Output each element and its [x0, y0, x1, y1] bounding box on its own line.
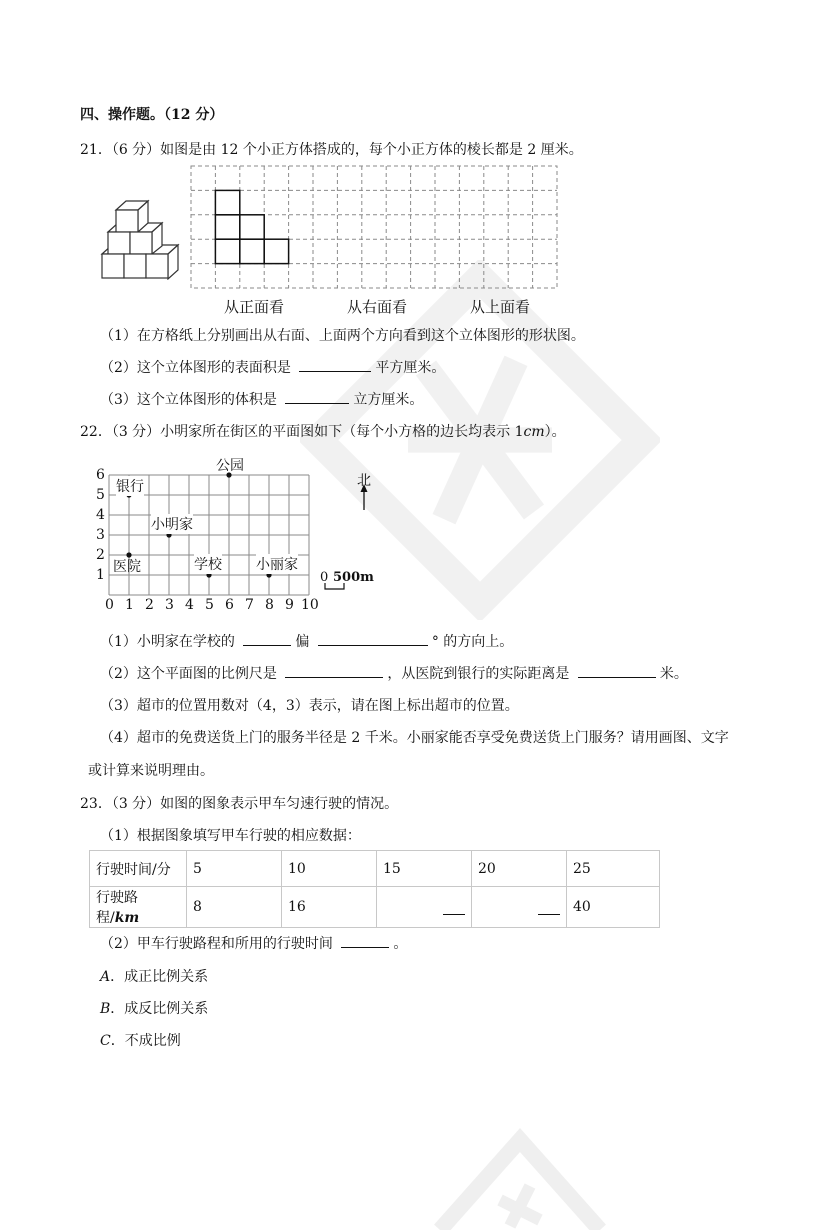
q22-distance-blank[interactable]: [578, 663, 656, 678]
q21-sub1: （1）在方格纸上分别画出从右面、上面两个方向看到这个立体图形的形状图。: [100, 328, 585, 344]
y-tick-3: 3: [96, 527, 105, 543]
q23-sub2-prefix: （2）甲车行驶路程和所用的行驶时间: [100, 936, 333, 952]
y-tick-2: 2: [96, 547, 105, 563]
cube-stack-figure: [98, 190, 188, 280]
x-tick-4: 4: [185, 597, 194, 613]
x-tick-7: 7: [245, 597, 254, 613]
option-b-letter: B: [100, 1001, 111, 1017]
y-tick-6: 6: [96, 467, 105, 483]
section-title: 四、操作题。（12 分）: [80, 107, 224, 123]
x-tick-0: 0: [105, 597, 114, 613]
q22-angle-blank[interactable]: [318, 631, 428, 646]
table-cell: 15: [377, 851, 472, 887]
q22-sub2-mid: ，从医院到银行的实际距离是: [387, 666, 570, 682]
q22-sub4-line1: （4）超市的免费送货上门的服务半径是 2 千米。小丽家能否享受免费送货上门服务？请用画图、文字: [100, 730, 729, 746]
q23-stem: 23．（3 分）如图的图象表示甲车匀速行驶的情况。: [80, 796, 399, 812]
q23-sub1: （1）根据图象填写甲车行驶的相应数据：: [100, 828, 361, 844]
q22-direction-blank[interactable]: [243, 631, 291, 646]
watermark-logo-bottom: [420, 1110, 620, 1230]
label-school: 学校: [194, 554, 222, 574]
table-cell: 16: [282, 887, 377, 928]
q22-stem: [80, 421, 566, 441]
y-tick-1: 1: [96, 567, 105, 583]
q21-sub3: [100, 389, 423, 409]
front-view-shape: [215, 190, 288, 263]
table-row-distance: [90, 887, 660, 928]
q23-sub2-suffix: 。: [393, 936, 408, 952]
q22-stem-prefix: 22．（3 分）小明家所在街区的平面图如下（每个小方格的边长均表示 1: [80, 424, 524, 440]
table-cell: 8: [187, 887, 282, 928]
option-b-text: 成反比例关系: [124, 1001, 209, 1017]
label-bank: 银行: [116, 476, 144, 496]
q21-surface-area-blank[interactable]: [299, 357, 371, 372]
table-cell-blank-20min[interactable]: [472, 887, 567, 928]
q22-sub1-mid: 偏: [295, 634, 310, 650]
label-hospital: 医院: [113, 559, 141, 575]
option-b[interactable]: B．成反比例关系: [100, 1001, 209, 1017]
table-cell: 10: [282, 851, 377, 887]
scale-label: 500m: [333, 570, 374, 585]
option-a-letter: A: [100, 969, 111, 985]
q23-data-table: [89, 850, 660, 928]
x-tick-8: 8: [265, 597, 274, 613]
q22-sub1-prefix: （1）小明家在学校的: [100, 634, 235, 650]
north-label: 北: [357, 473, 371, 489]
x-tick-5: 5: [205, 597, 214, 613]
row-header-distance: 行驶路程/km: [90, 887, 187, 928]
option-a-text: 成正比例关系: [124, 969, 209, 985]
q22-scale-blank[interactable]: [285, 663, 383, 678]
q21-sub3-prefix: （3）这个立体图形的体积是: [100, 392, 277, 408]
option-c-text: 不成比例: [124, 1033, 181, 1049]
label-top-view: 从上面看: [470, 298, 531, 316]
q22-sub3: （3）超市的位置用数对（4，3）表示，请在图上标出超市的位置。: [100, 698, 519, 714]
x-tick-6: 6: [225, 597, 234, 613]
x-tick-2: 2: [145, 597, 154, 613]
y-tick-4: 4: [96, 507, 105, 523]
x-tick-3: 3: [165, 597, 174, 613]
table-row-time: [90, 851, 660, 887]
x-tick-10: 10: [301, 597, 319, 613]
q21-sub2: [100, 357, 445, 377]
q22-sub2-prefix: （2）这个平面图的比例尺是: [100, 666, 277, 682]
table-cell-blank-15min[interactable]: [377, 887, 472, 928]
q22-stem-unit: cm: [523, 424, 545, 440]
q21-sub2-prefix: （2）这个立体图形的表面积是: [100, 360, 291, 376]
option-c-letter: C: [100, 1033, 111, 1049]
scale-zero: 0: [320, 570, 329, 585]
x-tick-1: 1: [125, 597, 134, 613]
table-cell: 25: [567, 851, 660, 887]
q22-sub2: [100, 663, 688, 683]
q22-sub1: [100, 631, 513, 651]
row-header-time: 行驶时间/分: [90, 851, 187, 887]
table-cell: 40: [567, 887, 660, 928]
q23-sub2: [100, 933, 407, 953]
label-park: 公园: [216, 458, 244, 474]
q21-sub2-suffix: 平方厘米。: [375, 360, 446, 376]
table-cell: 5: [187, 851, 282, 887]
q21-stem: 21．（6 分）如图是由 12 个小正方体搭成的，每个小正方体的棱长都是 2 厘米。: [80, 142, 583, 158]
label-xiaoming-home: 小明家: [151, 514, 193, 534]
label-front-view: 从正面看: [224, 298, 285, 316]
option-c[interactable]: C．不成比例: [100, 1033, 181, 1049]
q22-sub1-suffix: ° 的方向上。: [431, 634, 514, 650]
q22-sub4-line2: 或计算来说明理由。: [88, 763, 214, 779]
option-a[interactable]: A．成正比例关系: [100, 969, 209, 985]
q21-sub3-suffix: 立方厘米。: [353, 392, 424, 408]
table-cell: 20: [472, 851, 567, 887]
q22-sub2-suffix: 米。: [659, 666, 688, 682]
grid-paper: [190, 165, 560, 291]
q21-volume-blank[interactable]: [285, 389, 349, 404]
label-right-view: 从右面看: [347, 298, 408, 316]
q22-stem-suffix: ）。: [544, 424, 566, 440]
q23-answer-blank[interactable]: [341, 933, 389, 948]
x-tick-9: 9: [285, 597, 294, 613]
label-xiaoli-home: 小丽家: [256, 554, 298, 574]
y-tick-5: 5: [96, 487, 105, 503]
